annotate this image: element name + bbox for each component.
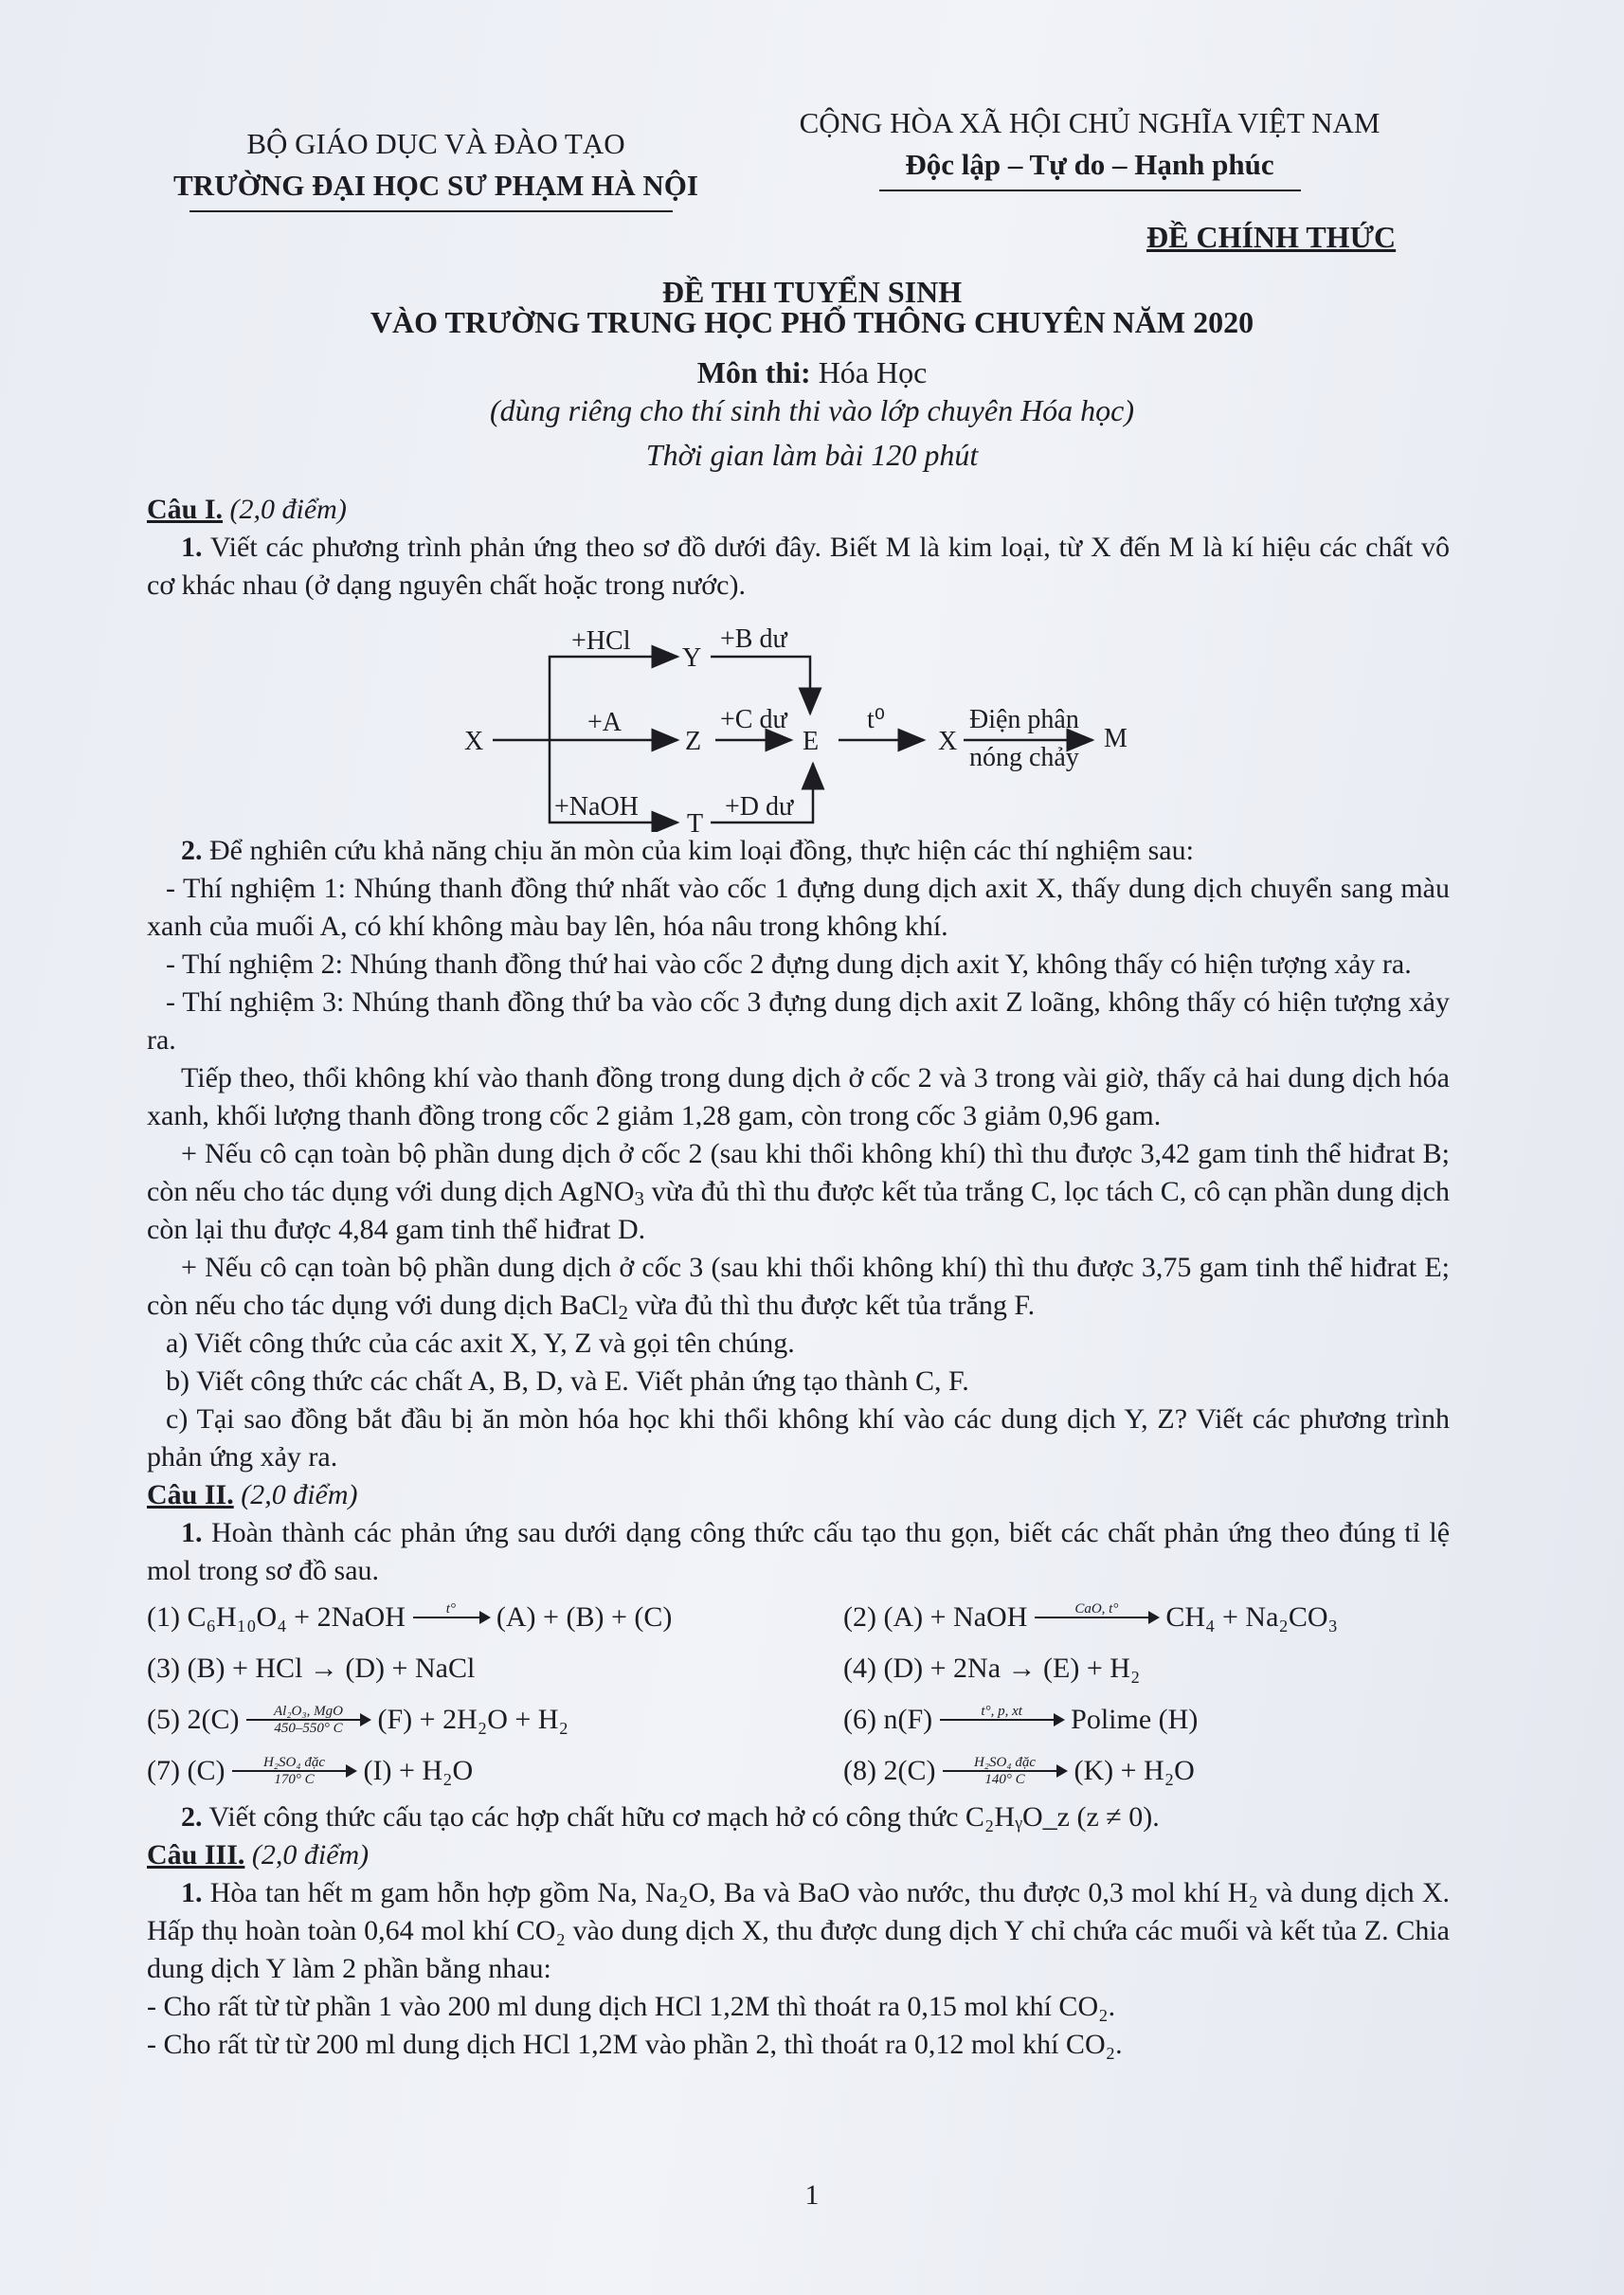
reaction-arrow-icon (246, 1704, 370, 1736)
node-z: Z (685, 727, 702, 756)
case-part-1: - Cho rất từ từ phần 1 vào 200 ml dung dịch HCl 1,2M thì thoát ra 0,15 mol khí CO₂. (147, 1991, 1116, 2022)
page-number: 1 (804, 2179, 820, 2211)
question-heading: Câu III. (147, 1839, 245, 1870)
reaction-1 (147, 1594, 843, 1641)
reaction-left: (5) 2(C) (147, 1704, 240, 1735)
reaction-left: (7) (C) (147, 1755, 226, 1786)
reaction-diagram (147, 605, 1450, 832)
reaction-left: (2) (A) + NaOH (843, 1601, 1028, 1633)
label-dien-phan: Điện phân (969, 705, 1079, 734)
reaction-list (147, 1594, 1450, 1795)
node-m: M (1104, 724, 1128, 753)
subscript: 2 (618, 1301, 628, 1324)
label-naoh: +NaOH (554, 792, 639, 822)
diagram-svg (147, 605, 1450, 832)
case-1a: + Nếu cô cạn toàn bộ phần dung dịch ở cốc 2 (sau khi thổi không khí) thì thu được 3,42 gam tinh thể hiđrat B; còn nếu cho tác dụng với dung dịch AgNO (147, 1138, 1450, 1207)
cau1 (147, 491, 1450, 2064)
header-right (730, 102, 1450, 186)
arrow-condition: H₂SO₄ đặc (973, 1755, 1036, 1770)
question-heading: Câu I. (147, 494, 224, 525)
question-heading: Câu II. (147, 1479, 234, 1510)
case-1b: vừa đủ thì thu được kết tủa trắng C, lọc tách C, cô cạn phần dung dịch còn lại thu được 4,84 gam tinh thể hiđrat D. (147, 1176, 1450, 1245)
cau1-p1: Viết các phương trình phản ứng theo sơ đồ dưới đây. Biết M là kim loại, từ X đến M là kí hiệu các chất vô cơ khác nhau (ở dạng nguyên chất hoặc trong nước). (147, 532, 1450, 601)
subscript: 3 (634, 1187, 645, 1210)
reaction-2 (843, 1594, 1450, 1641)
node-y: Y (682, 643, 702, 673)
reaction-right: Polime (H) (1071, 1704, 1199, 1735)
experiment-2: - Thí nghiệm 2: Nhúng thanh đồng thứ hai vào cốc 2 đựng dung dịch axit Y, không thấy có hiện tượng xảy ra. (166, 949, 1412, 980)
arrow-temperature: 450–550° C (274, 1721, 343, 1736)
arrow-temperature: 140° C (984, 1772, 1025, 1787)
item-number: 1. (181, 1517, 203, 1548)
cau2-p1: Hoàn thành các phản ứng sau dưới dạng công thức cấu tạo thu gọn, biết các chất phản ứng theo đúng tỉ lệ mol trong sơ đồ sau. (147, 1517, 1451, 1586)
node-x: X (464, 727, 484, 756)
reaction-right: CH₄ + Na₂CO₃ (1165, 1601, 1338, 1633)
question-b: b) Viết công thức các chất A, B, D, và E. Viết phản ứng tạo thành C, F. (166, 1365, 969, 1397)
reaction-arrow-icon (413, 1601, 489, 1634)
node-t: T (687, 809, 704, 832)
label-d: +D dư (725, 792, 794, 822)
cau3-p1: Hòa tan hết m gam hỗn hợp gồm Na, Na₂O, Ba và BaO vào nước, thu được 0,3 mol khí H₂ và dung dịch X. Hấp thụ hoàn toàn 0,64 mol khí CO₂ vào dung dịch X, thu được dung dịch Y chỉ chứa các muối và kết tủa Z. Chia dung dịch Y làm 2 phần bằng nhau: (147, 1877, 1450, 1984)
reaction-left: (6) n(F) (843, 1704, 933, 1735)
official-label: ĐỀ CHÍNH THỨC (1146, 220, 1397, 254)
case-2a: + Nếu cô cạn toàn bộ phần dung dịch ở cốc 3 (sau khi thổi không khí) thì thu được 3,75 gam tinh thể hiđrat E; còn nếu cho tác dụng với dung dịch BaCl (147, 1252, 1450, 1321)
item-number: 2. (181, 835, 203, 866)
node-e: E (803, 727, 820, 756)
reaction-5 (147, 1696, 843, 1744)
arrow-condition: t°, p, xt (981, 1704, 1022, 1719)
exam-title-2: VÀO TRƯỜNG TRUNG HỌC PHỔ THÔNG CHUYÊN NĂM 2020 (370, 305, 1254, 339)
reaction-arrow-icon (1035, 1601, 1158, 1634)
subject-label: Môn thi: (696, 355, 811, 389)
arrow-condition: H₂SO₄ đặc (262, 1755, 325, 1770)
experiment-3: - Thí nghiệm 3: Nhúng thanh đồng thứ ba vào cốc 3 đựng dung dịch axit Z loãng, không thấy có hiện tượng xảy ra. (147, 986, 1450, 1056)
label-t0: t⁰ (867, 705, 886, 734)
exam-note: (dùng riêng cho thí sinh thi vào lớp chuyên Hóa học) (489, 393, 1135, 427)
question-c: c) Tại sao đồng bắt đầu bị ăn mòn hóa học khi thổi không khí vào các dung dịch Y, Z? Viết các phương trình phản ứng xảy ra. (147, 1403, 1450, 1473)
reaction-4 (843, 1645, 1450, 1692)
reaction-8 (843, 1747, 1450, 1795)
label-b: +B dư (720, 624, 787, 654)
ministry: BỘ GIÁO DỤC VÀ ĐÀO TẠO (246, 127, 625, 160)
subject: Hóa Học (818, 355, 928, 389)
header-left (114, 123, 758, 207)
arrow-temperature: 170° C (274, 1772, 315, 1787)
arrow-condition: t° (445, 1601, 456, 1617)
reaction-6 (843, 1696, 1450, 1744)
label-nong-chay: nóng chảy (969, 743, 1079, 772)
case-2b: vừa đủ thì thu được kết tủa trắng F. (627, 1290, 1036, 1321)
cau1-p2: Để nghiên cứu khả năng chịu ăn mòn của kim loại đồng, thực hiện các thí nghiệm sau: (209, 835, 1194, 866)
reaction-left: (4) (D) + 2Na → (E) + H₂ (843, 1653, 1141, 1684)
exam-time: Thời gian làm bài 120 phút (645, 438, 979, 472)
arrow-condition: CaO, t° (1074, 1601, 1119, 1617)
reaction-3 (147, 1645, 843, 1692)
reaction-right: (K) + H₂O (1074, 1755, 1195, 1786)
divider (189, 210, 673, 212)
reaction-right: (A) + (B) + (C) (496, 1601, 673, 1633)
item-number: 1. (181, 1877, 203, 1908)
cau2-p2: Viết công thức cấu tạo các hợp chất hữu cơ mạch hở có công thức C₂HᵧO_z (z ≠ 0). (208, 1801, 1160, 1833)
subject-line (0, 355, 1624, 390)
continuation: Tiếp theo, thổi không khí vào thanh đồng trong dung dịch ở cốc 2 và 3 trong vài giờ, thấy cả hai dung dịch hóa xanh, khối lượng thanh đồng trong cốc 2 giảm 1,28 gam, còn trong cốc 3 giảm 0,96 gam. (147, 1062, 1450, 1131)
reaction-right: (I) + H₂O (363, 1755, 474, 1786)
item-number: 1. (181, 532, 203, 563)
reaction-arrow-icon (943, 1755, 1066, 1787)
motto: Độc lập – Tự do – Hạnh phúc (905, 148, 1274, 181)
university: TRƯỜNG ĐẠI HỌC SƯ PHẠM HÀ NỘI (173, 169, 698, 202)
reaction-left: (8) 2(C) (843, 1755, 936, 1786)
arrow-condition: Al₂O₃, MgO (274, 1704, 343, 1719)
reaction-7 (147, 1747, 843, 1795)
label-c: +C dư (720, 705, 787, 734)
question-points: (2,0 điểm) (229, 494, 347, 525)
divider (879, 190, 1301, 191)
country: CỘNG HÒA XÃ HỘI CHỦ NGHĨA VIỆT NAM (799, 106, 1380, 139)
question-a: a) Viết công thức của các axit X, Y, Z và gọi tên chúng. (166, 1328, 795, 1359)
experiment-1: - Thí nghiệm 1: Nhúng thanh đồng thứ nhất vào cốc 1 đựng dung dịch axit X, thấy dung dịch chuyển sang màu xanh của muối A, có khí không màu bay lên, hóa nâu trong không khí. (147, 873, 1450, 942)
item-number: 2. (181, 1801, 203, 1833)
node-x2: X (938, 727, 958, 756)
reaction-arrow-icon (232, 1755, 355, 1787)
question-points: (2,0 điểm) (251, 1839, 370, 1870)
question-points: (2,0 điểm) (241, 1479, 358, 1510)
label-hcl: +HCl (571, 626, 631, 656)
reaction-arrow-icon (940, 1704, 1063, 1736)
exam-title: ĐỀ THI TUYỂN SINH (661, 275, 963, 309)
reaction-left: (1) C₆H₁₀O₄ + 2NaOH (147, 1601, 406, 1633)
label-a: +A (587, 708, 623, 737)
reaction-left: (3) (B) + HCl → (D) + NaCl (147, 1653, 476, 1684)
case-part-2: - Cho rất từ từ 200 ml dung dịch HCl 1,2M vào phần 2, thì thoát ra 0,12 mol khí CO₂. (147, 2029, 1123, 2060)
reaction-right: (F) + 2H₂O + H₂ (377, 1704, 568, 1735)
